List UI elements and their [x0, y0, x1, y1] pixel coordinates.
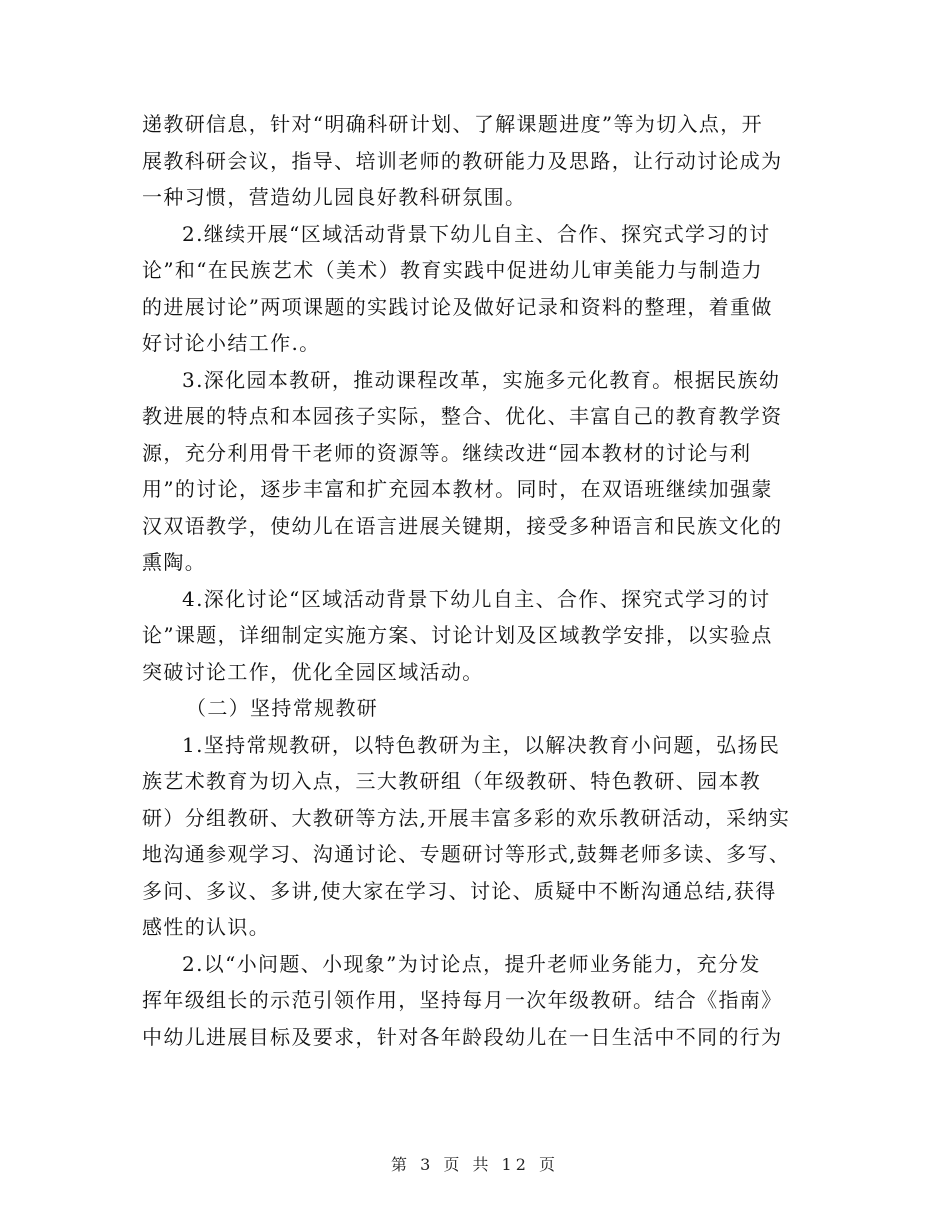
text-line: 4.深化讨论“区域活动背景下幼儿自主、合作、探究式学习的讨 — [182, 586, 771, 611]
document-body — [142, 106, 808, 1055]
page-number-footer: 第 3 页 共 12 页 — [391, 1155, 559, 1174]
section-heading: （二）坚持常规教研 — [186, 696, 379, 720]
text-line: 用”的讨论，逐步丰富和扩充园本教材。同时，在双语班继续加强蒙 — [142, 477, 773, 501]
text-line: 地沟通参观学习、沟通讨论、专题研讨等形式,鼓舞老师多读、多写、 — [142, 842, 791, 866]
text-line: 汉双语教学，使幼儿在语言进展关键期，接受多种语言和民族文化的 — [142, 513, 783, 538]
text-line: 感性的认识。 — [142, 915, 271, 939]
text-line: 1.坚持常规教研，以特色教研为主，以解决教育小问题，弘扬民 — [182, 732, 781, 757]
text-line: 3.深化园本教研，推动课程改革，实施多元化教育。根据民族幼 — [182, 367, 781, 392]
text-line: 多问、多议、多讲,使大家在学习、讨论、质疑中不断沟通总结,获得 — [142, 878, 777, 903]
text-line: 研）分组教研、大教研等方法,开展丰富多彩的欢乐教研活动，采纳实 — [142, 805, 791, 830]
text-line: 中幼儿进展目标及要求，针对各年龄段幼儿在一日生活中不同的行为 — [142, 1024, 783, 1049]
text-line: 的进展讨论”两项课题的实践讨论及做好记录和资料的整理，着重做 — [142, 294, 773, 319]
text-line: 突破讨论工作，优化全园区域活动。 — [142, 659, 484, 684]
text-line: 挥年级组长的示范引领作用，坚持每月一次年级教研。结合《指南》 — [142, 988, 783, 1012]
text-line: 一种习惯，营造幼儿园良好教科研氛围。 — [142, 185, 527, 209]
text-line: 2.以“小问题、小现象”为讨论点，提升老师业务能力，充分发 — [182, 951, 761, 976]
text-line: 展教科研会议，指导、培训老师的教研能力及思路，让行动讨论成为 — [142, 148, 783, 173]
text-line: 族艺术教育为切入点，三大教研组（年级教研、特色教研、园本教 — [142, 769, 762, 793]
text-line: 论”课题，详细制定实施方案、讨论计划及区域教学安排，以实验点 — [142, 623, 773, 647]
text-line: 递教研信息，针对“明确科研计划、了解课题进度”等为切入点，开 — [142, 112, 763, 136]
text-line: 源，充分利用骨干老师的资源等。继续改进“园本教材的讨论与利 — [142, 440, 752, 465]
text-line: 熏陶。 — [142, 550, 207, 574]
text-line: 好讨论小结工作.。 — [142, 331, 321, 355]
text-line: 教进展的特点和本园孩子实际，整合、优化、丰富自己的教育教学资 — [142, 404, 783, 428]
text-line: 2.继续开展“区域活动背景下幼儿自主、合作、探究式学习的讨 — [182, 221, 771, 246]
text-line: 论”和“在民族艺术（美术）教育实践中促进幼儿审美能力与制造力 — [142, 258, 763, 282]
